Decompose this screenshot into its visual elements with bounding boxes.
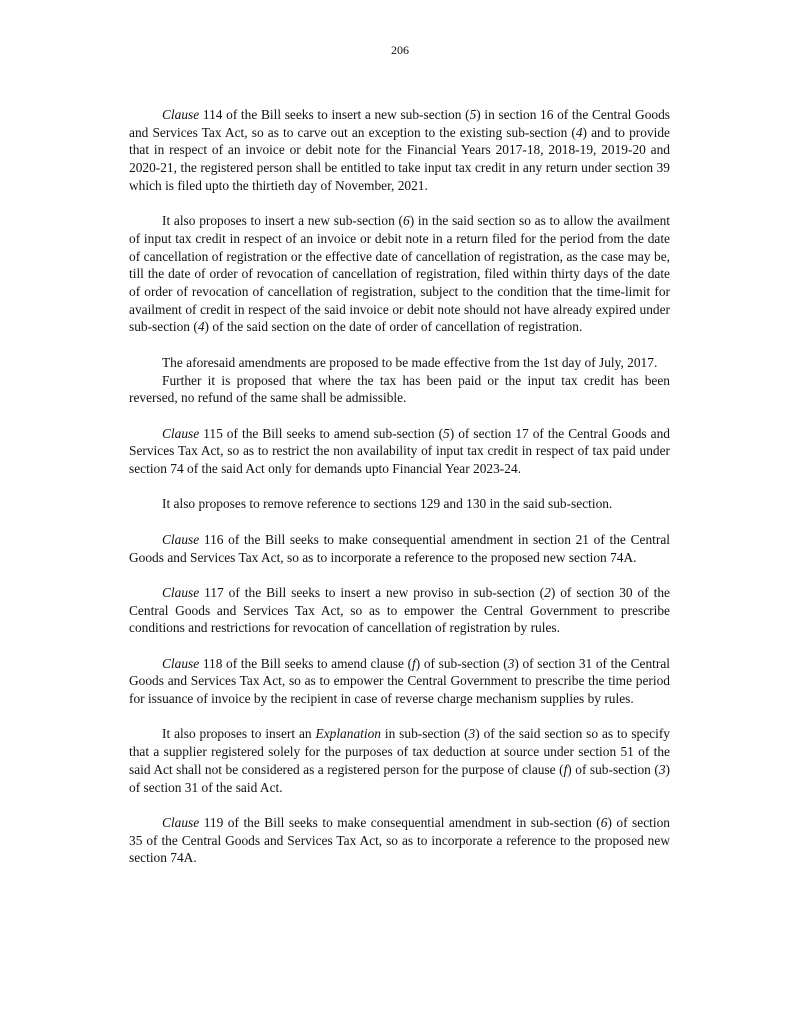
text-segment: 117 of the Bill seeks to insert a new proviso in sub-section ( [199, 584, 545, 600]
text-segment: ) of sub-section ( [415, 655, 508, 671]
text-segment: ) of section 30 of the Central Goods and Services Tax Act, so as to empower the Central Government to prescribe conditions and restrictions for revocation of cancellation of registration by rules. [129, 584, 670, 636]
italic-text-segment: 2 [544, 584, 551, 600]
text-segment: ) and to provide that in respect of an invoice or debit note for the Financial Years 2017-18, 2018-19, 2019-20 and 2020-21, the registered person shall be entitled to take input tax credit in any return under section 39 which is filed upto the thirtieth day of November, 2021. [129, 124, 670, 193]
text-segment: ) of the said section so as to specify that a supplier registered solely for the purposes of tax deduction at source under section 51 of the said Act shall not be considered as a registered person for the purpose of clause ( [129, 726, 670, 777]
text-segment: 114 of the Bill seeks to insert a new sub-section ( [199, 107, 470, 122]
text-segment: ) of section 31 of the said Act. [129, 761, 670, 795]
italic-text-segment: 3 [658, 761, 666, 777]
italic-text-segment: f [563, 761, 568, 777]
paragraph-clause-116 [129, 531, 670, 566]
paragraph-remove-reference [129, 495, 670, 513]
page-number: 206 [391, 43, 409, 57]
text-segment: It also proposes to remove reference to sections 129 and 130 in the said sub-section. [162, 496, 613, 512]
text-segment: It also proposes to insert a new sub-section ( [162, 213, 403, 229]
document-body [129, 106, 670, 885]
text-segment: ) of section 35 of the Central Goods and Services Tax Act, so as to incorporate a reference to the proposed new section 74A. [129, 814, 670, 866]
italic-text-segment: 5 [469, 107, 477, 122]
italic-text-segment: f [412, 655, 416, 671]
text-segment: The aforesaid amendments are proposed to be made effective from the 1st day of July, 2017. [162, 354, 658, 370]
italic-text-segment: Clause [162, 655, 200, 671]
paragraph-clause-115 [129, 425, 670, 478]
italic-text-segment: Clause [162, 531, 200, 547]
paragraph-clause-119 [129, 814, 670, 867]
text-segment: Further it is proposed that where the tax has been paid or the input tax credit has been reversed, no refund of the same shall be admissible. [129, 372, 670, 406]
italic-text-segment: 6 [600, 814, 608, 830]
italic-text-segment: 4 [197, 319, 205, 335]
paragraph-effective-date [129, 354, 670, 372]
italic-text-segment: 3 [468, 726, 476, 742]
text-segment: 119 of the Bill seeks to make consequential amendment in sub-section ( [199, 814, 601, 830]
text-segment: ) in the said section so as to allow the availment of input tax credit in respect of an invoice or debit note in a return filed for the period from the date of cancellation of registration or the effective date of cancellation of registration, as the case may be, till the date of order of revocation of cancellation of registration, filed within thirty days of the date of order of revocation of cancellation of registration, subject to the condition that the time-limit for availment of credit in respect of the said invoice or debit note should not have already expired under sub-section ( [129, 213, 670, 335]
italic-text-segment: Clause [162, 107, 200, 122]
italic-text-segment: Clause [162, 584, 200, 600]
paragraph-clause-118 [129, 655, 670, 708]
paragraph-clause-114 [129, 106, 670, 195]
italic-text-segment: Clause [162, 425, 200, 441]
text-segment: ) in section 16 of the Central Goods and Services Tax Act, so as to carve out an exception to the existing sub-section ( [129, 107, 670, 140]
text-segment: It also proposes to insert an [162, 726, 316, 742]
paragraph-no-refund [129, 372, 670, 407]
text-segment: ) of the said section on the date of order of cancellation of registration. [204, 319, 583, 335]
paragraph-explanation [129, 725, 670, 796]
text-segment: ) of section 17 of the Central Goods and Services Tax Act, so as to restrict the non availability of input tax credit in respect of tax paid under section 74 of the said Act only for demands upto Financial Year 2023-24. [129, 425, 670, 477]
paragraph-sub-section-6-proposal [129, 212, 670, 336]
text-segment: 115 of the Bill seeks to amend sub-section ( [199, 425, 444, 441]
italic-text-segment: 6 [402, 213, 410, 229]
italic-text-segment: Clause [162, 814, 200, 830]
italic-text-segment: Explanation [315, 726, 381, 742]
italic-text-segment: 3 [507, 655, 515, 671]
text-segment: 116 of the Bill seeks to make consequential amendment in section 21 of the Central Goods and Services Tax Act, so as to incorporate a reference to the proposed new section 74A. [129, 531, 670, 565]
text-segment: ) of section 31 of the Central Goods and Services Tax Act, so as to empower the Central Government to prescribe the time period for issuance of invoice by the recipient in case of reverse charge mechanism supplies by rules. [129, 655, 670, 707]
paragraph-clause-117 [129, 584, 670, 637]
italic-text-segment: 4 [575, 124, 583, 140]
text-segment: 118 of the Bill seeks to amend clause ( [199, 655, 413, 671]
text-segment: in sub-section ( [380, 726, 469, 742]
italic-text-segment: 5 [443, 425, 450, 441]
text-segment: ) of sub-section ( [567, 761, 659, 777]
